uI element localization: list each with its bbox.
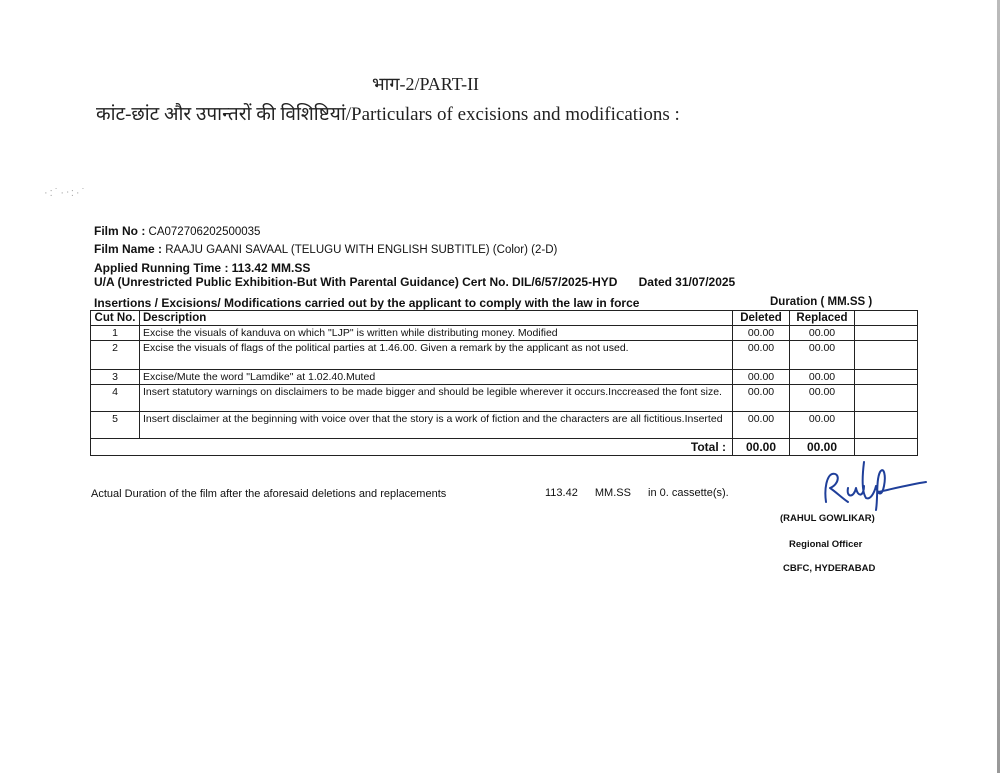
cut-description: Insert statutory warnings on disclaimers to be made bigger and should be legible wherever it occurs.Inccreased the font size. bbox=[140, 385, 733, 412]
part-title: भाग-2/PART-II bbox=[372, 74, 480, 94]
col-cut-no: Cut No. bbox=[91, 311, 140, 326]
table-row bbox=[91, 370, 918, 385]
signatory-office: CBFC, HYDERABAD bbox=[783, 563, 876, 574]
film-name-value: RAAJU GAANI SAVAAL (TELUGU WITH ENGLISH SUBTITLE) (Color) (2-D) bbox=[165, 244, 558, 256]
running-time-label: Applied Running Time : bbox=[94, 261, 229, 275]
cuts-table bbox=[90, 310, 918, 456]
cut-blank bbox=[855, 326, 918, 341]
actual-duration-value: 113.42 bbox=[545, 487, 578, 499]
actual-duration-values bbox=[545, 487, 743, 499]
cut-blank bbox=[855, 412, 918, 439]
cut-deleted: 00.00 bbox=[733, 385, 790, 412]
col-deleted: Deleted bbox=[733, 311, 790, 326]
cut-no: 3 bbox=[91, 370, 140, 385]
col-description: Description bbox=[140, 311, 733, 326]
signatory-designation: Regional Officer bbox=[789, 539, 863, 550]
film-no-label: Film No : bbox=[94, 224, 146, 238]
cut-deleted: 00.00 bbox=[733, 412, 790, 439]
table-intro bbox=[94, 296, 639, 310]
cut-replaced: 00.00 bbox=[790, 385, 855, 412]
cut-no: 4 bbox=[91, 385, 140, 412]
cut-blank bbox=[855, 385, 918, 412]
cut-deleted: 00.00 bbox=[733, 326, 790, 341]
certificate-line bbox=[94, 275, 735, 289]
cut-description: Excise the visuals of flags of the political parties at 1.46.00. Given a remark by the applicant as not used. bbox=[140, 341, 733, 370]
table-row bbox=[91, 412, 918, 439]
cut-replaced: 00.00 bbox=[790, 341, 855, 370]
table-intro-text: Insertions / Excisions/ Modifications carried out by the applicant to comply with the law in force bbox=[94, 296, 640, 310]
total-row bbox=[91, 439, 918, 456]
actual-duration-label: Actual Duration of the film after the aforesaid deletions and replacements bbox=[91, 488, 447, 500]
film-no-line bbox=[94, 224, 260, 238]
actual-cassette: in 0. cassette(s). bbox=[648, 487, 729, 499]
cut-deleted: 00.00 bbox=[733, 370, 790, 385]
cut-no: 2 bbox=[91, 341, 140, 370]
dated-value: 31/07/2025 bbox=[675, 275, 736, 289]
total-deleted: 00.00 bbox=[733, 439, 790, 456]
running-time-line bbox=[94, 261, 310, 275]
table-header-row bbox=[91, 311, 918, 326]
film-no-value: CA072706202500035 bbox=[148, 226, 261, 238]
table-row bbox=[91, 385, 918, 412]
cut-no: 5 bbox=[91, 412, 140, 439]
film-name-line bbox=[94, 242, 557, 256]
running-time-value: 113.42 MM.SS bbox=[231, 261, 311, 275]
duration-header: Duration ( MM.SS ) bbox=[770, 296, 873, 308]
cut-blank bbox=[855, 370, 918, 385]
signatory-name: (RAHUL GOWLIKAR) bbox=[780, 513, 875, 524]
cert-value: DIL/6/57/2025-HYD bbox=[512, 275, 618, 289]
cut-replaced: 00.00 bbox=[790, 326, 855, 341]
dated-label: Dated bbox=[638, 275, 672, 289]
section-heading: कांट-छांट और उपान्तरों की विशिष्टियां/Particulars of excisions and modifications : bbox=[96, 104, 680, 125]
col-blank bbox=[855, 311, 918, 326]
table-row bbox=[91, 326, 918, 341]
cut-deleted: 00.00 bbox=[733, 341, 790, 370]
faded-stamp-mark: ·:˙·ᐧ:·˙ bbox=[44, 187, 88, 199]
signature-image bbox=[818, 458, 928, 514]
cut-description: Insert disclaimer at the beginning with voice over that the story is a work of fiction and the characters are all fictitious.Inserted bbox=[140, 412, 733, 439]
table-row bbox=[91, 341, 918, 370]
actual-duration-unit: MM.SS bbox=[594, 487, 631, 499]
total-replaced: 00.00 bbox=[790, 439, 855, 456]
total-label: Total : bbox=[91, 439, 733, 456]
cut-replaced: 00.00 bbox=[790, 370, 855, 385]
cut-description: Excise the visuals of kanduva on which "LJP" is written while distributing money. Modified bbox=[140, 326, 733, 341]
cert-label: U/A (Unrestricted Public Exhibition-But With Parental Guidance) Cert No. bbox=[94, 275, 509, 289]
col-replaced: Replaced bbox=[790, 311, 855, 326]
cut-description: Excise/Mute the word "Lamdike" at 1.02.40.Muted bbox=[140, 370, 733, 385]
cut-blank bbox=[855, 341, 918, 370]
film-name-label: Film Name : bbox=[94, 242, 163, 256]
cut-no: 1 bbox=[91, 326, 140, 341]
total-blank bbox=[855, 439, 918, 456]
cut-replaced: 00.00 bbox=[790, 412, 855, 439]
